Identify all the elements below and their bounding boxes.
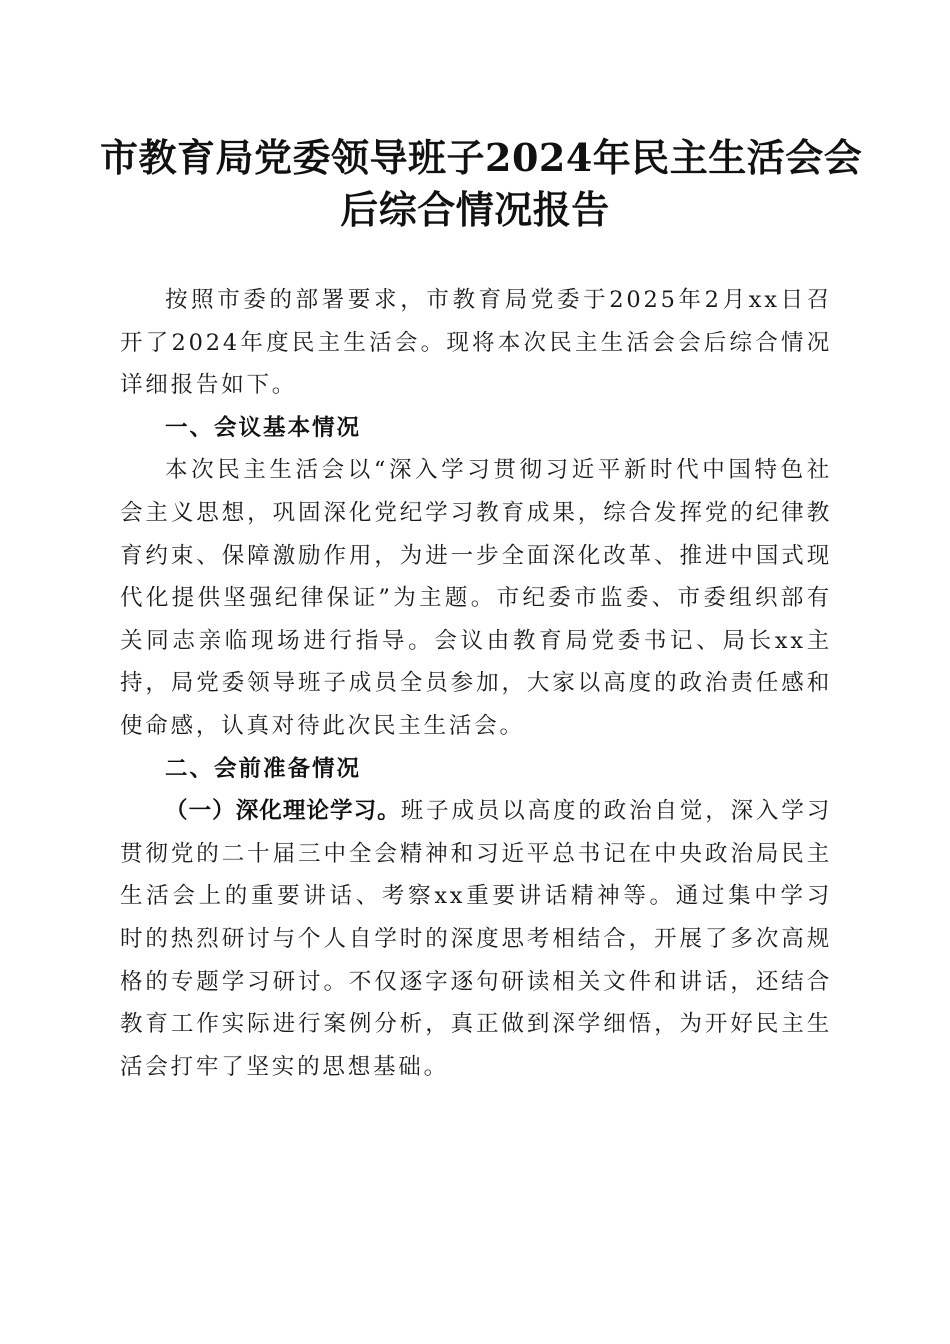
title-line-2: 后综合情况报告 [340,187,610,232]
section-2-heading: 二、会前准备情况 [165,755,362,782]
section-2-sub-1-text: 班子成员以高度的政治自觉，深入学习贯彻党的二十届三中全会精神和习近平总书记在中央政治局民主生活会上的重要讲话、考察xx重要讲话精神等。通过集中学习时的热烈研讨与个人自学时的深度思考相结合，开展了多次高规格的专题学习研讨。不仅逐字逐句研读相关文件和讲话，还结合教育工作实际进行案例分析，真正做到深学细悟，为开好民主生活会打牢了坚实的思想基础。 [120,798,832,1080]
section-1-paragraph: 本次民主生活会以“深入学习贯彻习近平新时代中国特色社会主义思想，巩固深化党纪学习教育成果，综合发挥党的纪律教育约束、保障激励作用，为进一步全面深化改革、推进中国式现代化提供坚强纪律保证”为主题。市纪委市监委、市委组织部有关同志亲临现场进行指导。会议由教育局党委书记、局长xx主持，局党委领导班子成员全员参加，大家以高度的政治责任感和使命感，认真对待此次民主生活会。 [120,457,832,739]
section-1-heading: 一、会议基本情况 [165,414,362,441]
intro-paragraph: 按照市委的部署要求，市教育局党委于2025年2月xx日召开了2024年度民主生活会。现将本次民主生活会会后综合情况详细报告如下。 [120,287,832,399]
document-body [120,279,832,1088]
title-line-1: 市教育局党委领导班子2024年民主生活会会 [100,135,863,180]
section-2-sub-1-heading: （一）深化理论学习。 [165,798,401,825]
document-title [100,132,863,236]
section-2-sub-1-paragraph [120,790,832,1088]
